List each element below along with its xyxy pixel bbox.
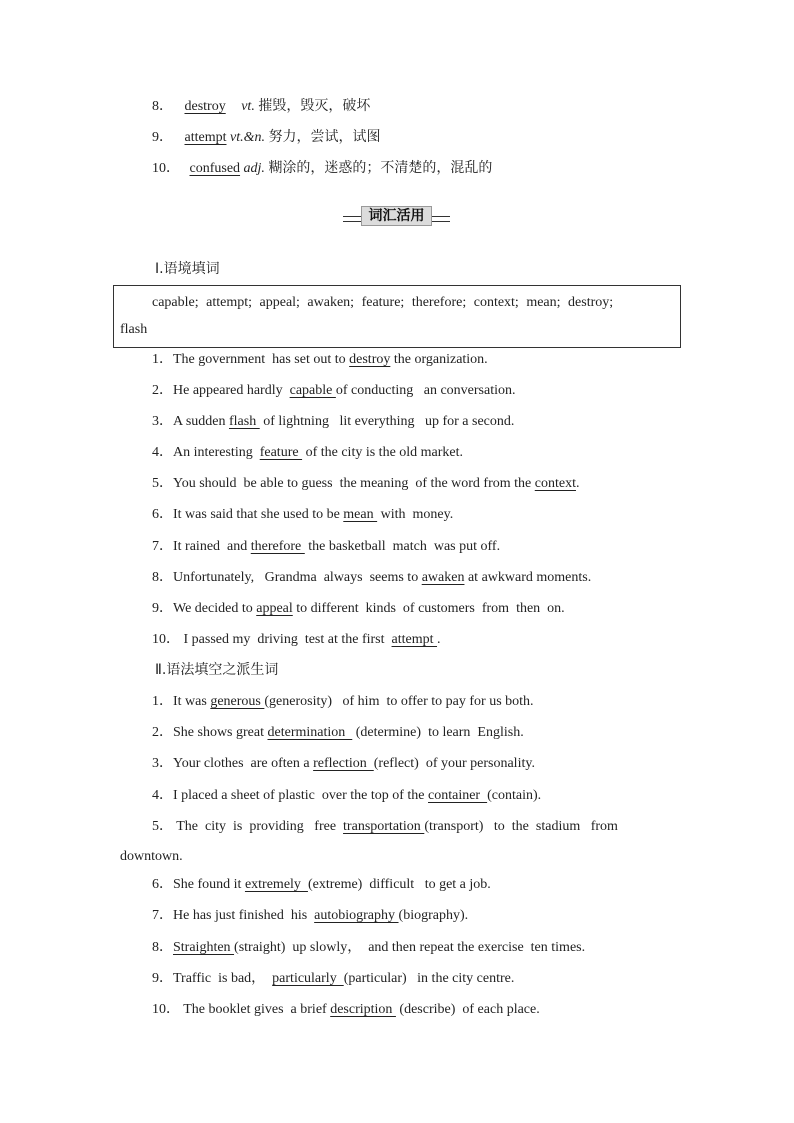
word-bank-line: capable; attempt; appeal; awaken; feature; therefore; context; mean; destroy; <box>152 295 614 310</box>
sentence-text: with money. <box>377 507 454 522</box>
exercise-item <box>152 475 579 493</box>
item-number: 6． <box>152 877 173 892</box>
vocab-meaning: 摧毁，毁灭，破坏 <box>258 98 371 114</box>
part2-heading: Ⅱ.语法填空之派生词 <box>155 662 279 678</box>
sentence-text: . <box>437 632 441 647</box>
exercise-item <box>152 351 488 369</box>
answer-blank: reflection <box>313 756 374 771</box>
item-number: 4． <box>152 788 173 803</box>
item-number: 8． <box>152 99 173 114</box>
vocab-item <box>152 128 381 147</box>
item-number: 9． <box>152 601 173 616</box>
vocab-meaning: 糊涂的，迷惑的；不清楚的，混乱的 <box>268 160 493 176</box>
banner-right-bar <box>430 216 450 222</box>
item-number: 2． <box>152 725 173 740</box>
exercise-item <box>152 538 500 556</box>
exercise-item <box>152 413 514 431</box>
sentence-text: He has just finished his <box>173 908 315 923</box>
exercise-item <box>152 382 515 400</box>
exercise-item <box>152 724 524 742</box>
exercise-item <box>152 970 514 988</box>
item-number: 5． <box>152 819 173 834</box>
item-number: 9． <box>152 130 173 145</box>
sentence-text: An interesting <box>173 445 260 460</box>
exercise-item <box>152 693 534 711</box>
sentence-text: The booklet gives a brief <box>180 1002 331 1017</box>
sentence-text: at awkward moments. <box>464 570 592 585</box>
item-number: 6． <box>152 507 173 522</box>
sentence-text: (straight) up slowly， and then repeat the exercise ten times. <box>234 940 586 955</box>
answer-blank: destroy <box>349 352 391 367</box>
sentence-text: Traffic is bad， <box>173 971 273 986</box>
vocab-meaning: 努力，尝试，试图 <box>268 129 381 145</box>
item-number: 5． <box>152 476 173 491</box>
part-of-speech: vt.&n. <box>230 130 265 145</box>
sentence-text: The government has set out to <box>173 352 350 367</box>
sentence-text: (extreme) difficult to get a job. <box>307 877 491 892</box>
answer-blank: therefore <box>250 539 305 554</box>
sentence-text: It was <box>173 694 211 709</box>
answer-blank: mean <box>343 507 378 522</box>
sentence-text: of the city is the old market. <box>302 445 464 460</box>
answer-blank: particularly <box>272 971 344 986</box>
sentence-text: the organization. <box>390 352 488 367</box>
answer-blank: extremely <box>244 877 308 892</box>
exercise-item <box>152 444 463 462</box>
sentence-text: I placed a sheet of plastic over the top of the <box>173 788 429 803</box>
sentence-text: She found it <box>173 877 245 892</box>
sentence-text: Your clothes are often a <box>173 756 314 771</box>
item-number: 10． <box>152 632 180 647</box>
exercise-item <box>152 818 618 836</box>
answer-blank: context <box>534 476 576 491</box>
item-number: 10． <box>152 1002 180 1017</box>
word-bank-line: flash <box>120 322 148 337</box>
exercise-item <box>152 1001 540 1019</box>
sentence-text: of lightning lit everything up for a second. <box>259 414 515 429</box>
sentence-text: You should be able to guess the meaning of the word from the <box>173 476 535 491</box>
item-number: 10． <box>152 161 180 176</box>
sentence-text: the basketball match was put off. <box>304 539 501 554</box>
vocab-word: attempt <box>184 130 227 145</box>
sentence-text: (describe) of each place. <box>395 1002 540 1017</box>
sentence-text: (particular) in the city centre. <box>343 971 515 986</box>
section-title-banner <box>343 205 450 229</box>
part-of-speech: vt. <box>241 99 255 114</box>
sentence-text: She shows great <box>173 725 268 740</box>
item-number: 7． <box>152 908 173 923</box>
exercise-item <box>152 876 491 894</box>
sentence-text: . <box>575 476 580 491</box>
exercise-item <box>152 907 468 925</box>
sentence-text: Unfortunately, Grandma always seems to <box>173 570 422 585</box>
answer-blank: transportation <box>343 819 425 834</box>
part1-heading: Ⅰ.语境填词 <box>155 261 220 277</box>
banner-left-bar <box>343 216 363 222</box>
exercise-item <box>152 787 541 805</box>
sentence-text: (contain). <box>487 788 542 803</box>
answer-blank: Straighten <box>173 940 235 955</box>
item-number: 8． <box>152 940 173 955</box>
vocab-item <box>152 159 492 178</box>
sentence-continuation: downtown. <box>120 849 183 864</box>
sentence-text: It was said that she used to be <box>173 507 344 522</box>
sentence-text: (determine) to learn English. <box>352 725 524 740</box>
sentence-text: of conducting an conversation. <box>335 383 516 398</box>
item-number: 2． <box>152 383 173 398</box>
sentence-text: The city is providing free <box>173 819 344 834</box>
sentence-text: I passed my driving test at the first <box>180 632 392 647</box>
answer-blank: awaken <box>421 570 465 585</box>
vocab-item <box>152 97 370 116</box>
sentence-text: (generosity) of him to offer to pay for us both. <box>264 694 534 709</box>
answer-blank: autobiography <box>314 908 399 923</box>
sentence-text: It rained and <box>173 539 251 554</box>
exercise-item <box>152 939 585 957</box>
answer-blank: capable <box>289 383 336 398</box>
exercise-item <box>152 600 565 618</box>
vocab-word: destroy <box>184 99 226 114</box>
sentence-text: A sudden <box>173 414 229 429</box>
answer-blank: attempt <box>391 632 438 647</box>
answer-blank: flash <box>229 414 260 429</box>
sentence-text: to different kinds of customers from then on. <box>292 601 565 616</box>
answer-blank: generous <box>210 694 265 709</box>
item-number: 9． <box>152 971 173 986</box>
sentence-text: We decided to <box>173 601 257 616</box>
word-bank-box <box>113 285 681 348</box>
item-number: 7． <box>152 539 173 554</box>
item-number: 3． <box>152 756 173 771</box>
exercise-item <box>152 569 591 587</box>
item-number: 8． <box>152 570 173 585</box>
answer-blank: appeal <box>256 601 293 616</box>
sentence-text: (transport) to the stadium from <box>424 819 618 834</box>
item-number: 1． <box>152 352 173 367</box>
answer-blank: container <box>428 788 488 803</box>
section-title: 词汇活用 <box>361 206 432 226</box>
sentence-text: He appeared hardly <box>173 383 290 398</box>
exercise-item <box>152 631 441 649</box>
part-of-speech: adj. <box>243 161 265 176</box>
item-number: 3． <box>152 414 173 429</box>
vocab-word: confused <box>189 161 241 176</box>
exercise-item <box>152 755 535 773</box>
exercise-item <box>152 506 453 524</box>
answer-blank: description <box>330 1002 396 1017</box>
item-number: 4． <box>152 445 173 460</box>
sentence-text: (reflect) of your personality. <box>373 756 535 771</box>
item-number: 1． <box>152 694 173 709</box>
answer-blank: feature <box>259 445 303 460</box>
sentence-text: (biography). <box>398 908 469 923</box>
answer-blank: determination <box>267 725 353 740</box>
